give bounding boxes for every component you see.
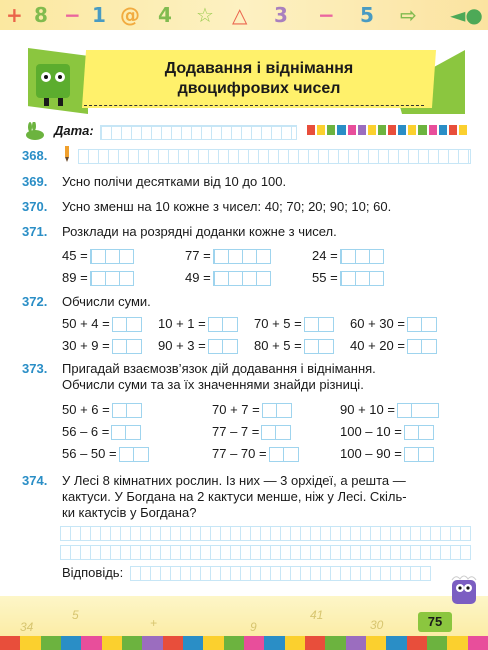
date-input-cells[interactable]: [100, 125, 297, 140]
arrow-right-icon: ⇨: [400, 3, 417, 27]
top-decorative-band: [0, 0, 488, 30]
equation-item: 56 – 50 =: [62, 446, 149, 462]
critter-mascot-icon: [446, 572, 482, 608]
color-strip-decoration: [307, 125, 467, 135]
title-banner: [20, 40, 465, 120]
answer-box[interactable]: [304, 339, 334, 354]
exercise-368: [22, 148, 62, 164]
answer-box[interactable]: [397, 403, 439, 418]
equation-item: 77 – 70 =: [212, 446, 299, 462]
exercise-370: [22, 199, 391, 215]
answer-box[interactable]: [112, 339, 142, 354]
minus-icon: −: [318, 3, 335, 27]
equation-item: 77 =: [185, 248, 271, 264]
digit-decoration: 3: [274, 3, 288, 27]
page-title-line1: Додавання і віднімання: [164, 60, 354, 77]
equation-item: 55 =: [312, 270, 384, 286]
fish-icon: ◄●: [450, 3, 483, 27]
page-title: [84, 59, 434, 99]
exercise-372: [22, 294, 151, 310]
page-number: 75: [418, 612, 452, 632]
answer-box[interactable]: [404, 447, 434, 462]
answer-grid[interactable]: [130, 566, 431, 581]
digit-decoration: 8: [34, 3, 48, 27]
answer-box[interactable]: [208, 317, 238, 332]
bottom-color-stripes: [0, 636, 488, 650]
answer-box[interactable]: [213, 249, 271, 264]
digit-decoration: 5: [360, 3, 374, 27]
answer-box[interactable]: [262, 403, 292, 418]
answer-box[interactable]: [304, 317, 334, 332]
equation-item: 45 =: [62, 248, 134, 264]
exercise-number: 373.: [22, 361, 48, 376]
answer-grid[interactable]: [60, 545, 471, 560]
swirl-icon: @: [120, 3, 140, 27]
answer-box[interactable]: [90, 249, 134, 264]
equation-item: 70 + 7 =: [212, 402, 292, 418]
date-label: Дата:: [54, 123, 94, 138]
equation-item: 10 + 1 =: [158, 316, 238, 332]
bunny-icon: [22, 122, 48, 140]
equation-item: 49 =: [185, 270, 271, 286]
exercise-text: Обчисли суми.: [62, 294, 151, 309]
equation-item: 24 =: [312, 248, 384, 264]
equation-item: 70 + 5 =: [254, 316, 334, 332]
answer-box[interactable]: [208, 339, 238, 354]
exercise-373-line2: Обчисли суми та за їх значеннями знайди різниці.: [62, 377, 364, 392]
plus-icon: +: [6, 3, 23, 27]
equation-item: 90 + 10 =: [340, 402, 439, 418]
equation-item: 30 + 9 =: [62, 338, 142, 354]
triangle-icon: △: [232, 3, 248, 27]
exercise-number: 372.: [22, 294, 48, 309]
exercise-373: [22, 361, 376, 377]
equation-item: 100 – 10 =: [340, 424, 434, 440]
answer-box[interactable]: [112, 317, 142, 332]
equation-item: 77 – 7 =: [212, 424, 291, 440]
answer-box[interactable]: [90, 271, 134, 286]
equation-item: 89 =: [62, 270, 134, 286]
page-title-line2: двоцифрових чисел: [177, 80, 341, 97]
exercise-number: 371.: [22, 224, 48, 239]
exercise-374: [22, 473, 406, 489]
exercise-text: Розклади на розрядні доданки кожне з чисел.: [62, 224, 337, 239]
equation-item: 80 + 5 =: [254, 338, 334, 354]
exercise-text: У Лесі 8 кімнатних рослин. Із них — 3 орхідеї, а решта —: [62, 473, 406, 488]
exercise-number: 374.: [22, 473, 48, 488]
equation-item: 56 – 6 =: [62, 424, 141, 440]
exercise-369: [22, 174, 286, 190]
equation-item: 40 + 20 =: [350, 338, 437, 354]
digit-decoration: 4: [158, 3, 172, 27]
exercise-374-line2: кактуси. У Богдана на 2 кактуси менше, ніж у Лесі. Скіль-: [62, 489, 407, 504]
equation-item: 50 + 4 =: [62, 316, 142, 332]
equation-item: 50 + 6 =: [62, 402, 142, 418]
answer-box[interactable]: [340, 271, 384, 286]
exercise-number: 368.: [22, 148, 48, 163]
answer-box[interactable]: [407, 339, 437, 354]
answer-grid[interactable]: [78, 149, 471, 164]
exercise-text: Усно зменш на 10 кожне з чисел: 40; 70; 20; 90; 10; 60.: [62, 199, 392, 214]
answer-row: [62, 565, 123, 581]
answer-box[interactable]: [407, 317, 437, 332]
answer-box[interactable]: [340, 249, 384, 264]
answer-box[interactable]: [404, 425, 434, 440]
exercise-text: Усно полічи десятками від 10 до 100.: [62, 174, 287, 189]
answer-box[interactable]: [119, 447, 149, 462]
answer-grid[interactable]: [60, 526, 471, 541]
exercise-374-line3: ки кактусів у Богдана?: [62, 505, 197, 520]
pencil-icon: [62, 146, 72, 162]
answer-box[interactable]: [213, 271, 271, 286]
answer-box[interactable]: [112, 403, 142, 418]
exercise-number: 370.: [22, 199, 48, 214]
answer-box[interactable]: [269, 447, 299, 462]
exercise-371: [22, 224, 337, 240]
equation-item: 90 + 3 =: [158, 338, 238, 354]
answer-box[interactable]: [261, 425, 291, 440]
exercise-text: Пригадай взаємозв’язок дій додавання і віднімання.: [62, 361, 376, 376]
minus-icon: −: [64, 3, 81, 27]
equation-item: 100 – 90 =: [340, 446, 434, 462]
answer-label: Відповідь:: [62, 565, 124, 580]
star-icon: ☆: [196, 3, 214, 27]
bottom-decorative-band: 34 5 + 9 41 30: [0, 596, 488, 650]
equation-item: 60 + 30 =: [350, 316, 437, 332]
answer-box[interactable]: [111, 425, 141, 440]
mascot-icon: [32, 58, 74, 106]
exercise-number: 369.: [22, 174, 48, 189]
digit-decoration: 1: [92, 3, 106, 27]
